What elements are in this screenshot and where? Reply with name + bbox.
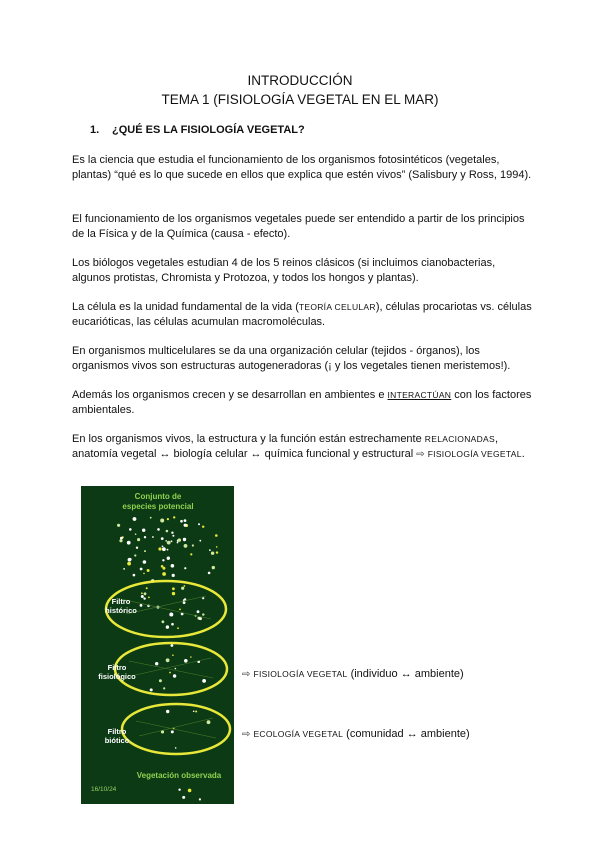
species-dot bbox=[140, 568, 143, 571]
species-dot bbox=[135, 533, 137, 535]
caption-ecology-term: ECOLOGÍA VEGETAL bbox=[253, 729, 344, 739]
species-dot bbox=[182, 796, 185, 799]
species-dot bbox=[143, 560, 147, 564]
species-dot bbox=[199, 540, 201, 542]
species-dot bbox=[167, 549, 169, 551]
species-dot bbox=[202, 526, 204, 528]
species-dot bbox=[166, 710, 169, 713]
species-dot bbox=[199, 617, 202, 620]
species-dot bbox=[193, 711, 195, 713]
figure-bottom-label: Vegetación observada bbox=[136, 771, 222, 780]
species-dot bbox=[177, 627, 179, 629]
figure-top-label-2: especies potencial bbox=[122, 502, 194, 511]
species-dot bbox=[207, 720, 211, 724]
species-dot bbox=[158, 547, 161, 550]
figure-top-label-1: Conjunto de bbox=[134, 492, 182, 501]
species-dot bbox=[155, 662, 158, 665]
species-dot bbox=[162, 567, 165, 570]
species-dot bbox=[161, 537, 164, 540]
p6-interact-term: INTERACTÚAN bbox=[387, 390, 452, 400]
species-dot bbox=[141, 595, 144, 598]
species-dot bbox=[172, 587, 175, 590]
species-dot bbox=[127, 562, 131, 566]
species-dot bbox=[119, 539, 122, 542]
species-dot bbox=[136, 547, 138, 549]
species-dot bbox=[162, 547, 166, 551]
species-dot bbox=[144, 592, 147, 595]
species-dot bbox=[123, 568, 125, 570]
species-dot bbox=[179, 609, 181, 611]
species-dot bbox=[190, 553, 192, 555]
species-dot bbox=[120, 537, 123, 540]
species-dot bbox=[215, 534, 218, 537]
p4-text-start: La célula es la unidad fundamental de la vida ( bbox=[72, 301, 299, 313]
species-dot bbox=[178, 789, 180, 791]
species-dot bbox=[171, 623, 174, 626]
paragraph-multicellular: En organismos multicelulares se da una organización celular (tejidos - órganos), los organismos vivos son estructuras autogeneradoras (¡ y los vegetales tienen meristemos!). bbox=[72, 345, 511, 372]
caption-ecology-text: (comunidad ↔ ambiente) bbox=[343, 728, 470, 740]
p4-cell-theory-term: TEORÍA CELULAR bbox=[298, 302, 376, 312]
species-dot bbox=[211, 552, 214, 555]
species-dot bbox=[184, 659, 188, 663]
paragraph-definition: Es la ciencia que estudia el funcionamiento de los organismos fotosintéticos (vegetales, plantas) “qué es lo que sucede en ellos que explica que estén vivos” (Salisbury y Ross, 1994). bbox=[72, 154, 532, 181]
filter-historical-label-2: histórico bbox=[105, 606, 137, 615]
species-dot bbox=[184, 544, 188, 548]
paragraph-cell-theory bbox=[72, 300, 532, 330]
species-dot bbox=[175, 668, 177, 670]
document-subtitle: TEMA 1 (FISIOLOGÍA VEGETAL EN EL MAR) bbox=[161, 92, 439, 107]
species-dot bbox=[147, 569, 150, 572]
section-heading bbox=[90, 124, 305, 136]
species-dot bbox=[143, 573, 145, 575]
species-dot bbox=[117, 524, 120, 527]
p7-physiology-term: FISIOLOGÍA VEGETAL bbox=[427, 449, 522, 459]
species-dot bbox=[192, 544, 194, 546]
species-dot bbox=[162, 546, 164, 548]
species-dot bbox=[148, 597, 150, 599]
species-dot bbox=[169, 672, 171, 674]
caption-physiology-text: (individuo ↔ ambiente) bbox=[347, 668, 464, 680]
species-dot bbox=[133, 574, 136, 577]
species-dot bbox=[197, 610, 200, 613]
species-dot bbox=[216, 551, 218, 553]
section-title: ¿QUÉ ES LA FISIOLOGÍA VEGETAL? bbox=[112, 124, 305, 136]
species-dot bbox=[162, 620, 165, 623]
species-dot bbox=[129, 528, 132, 531]
p7-related-term: RELACIONADAS bbox=[424, 434, 495, 444]
species-dot bbox=[198, 523, 200, 525]
species-dot bbox=[184, 585, 186, 587]
p4-text-end: ), células procariotas vs. células eucarióticas, las células acumulan macromoléculas. bbox=[72, 301, 532, 328]
right-arrow-icon: ⇨ bbox=[242, 669, 251, 680]
species-dot bbox=[144, 536, 146, 538]
species-dot bbox=[184, 567, 186, 569]
filters-diagram bbox=[81, 486, 234, 804]
species-dot bbox=[183, 601, 186, 604]
species-dot bbox=[127, 541, 131, 545]
species-dot bbox=[150, 688, 153, 691]
species-dot bbox=[167, 557, 170, 560]
page-title bbox=[0, 71, 600, 109]
species-dot bbox=[181, 587, 184, 590]
species-dot bbox=[183, 538, 186, 541]
filter-biotic-label-2: biótico bbox=[104, 736, 130, 745]
species-dot bbox=[144, 550, 146, 552]
filter-biotic-label-1: Filtro bbox=[107, 727, 127, 736]
species-dot bbox=[146, 587, 148, 589]
species-dot bbox=[140, 604, 143, 607]
species-dot bbox=[173, 516, 175, 518]
filter-physiological-label-1: Filtro bbox=[107, 663, 127, 672]
species-dot bbox=[134, 554, 136, 556]
species-dot bbox=[172, 654, 174, 656]
species-dot bbox=[190, 656, 192, 658]
caption-physiology bbox=[242, 668, 464, 680]
paragraph-structure-function bbox=[72, 432, 532, 462]
species-dot bbox=[184, 519, 187, 522]
species-dot bbox=[166, 658, 170, 662]
document-title: INTRODUCCIÓN bbox=[247, 73, 353, 88]
p7-text-start: En los organismos vivos, la estructura y la función están estrechamente bbox=[72, 433, 425, 445]
caption-physiology-term: FISIOLOGÍA VEGETAL bbox=[253, 669, 348, 679]
species-dot bbox=[208, 572, 211, 575]
species-dot bbox=[160, 519, 164, 523]
species-dot bbox=[188, 789, 192, 793]
species-dot bbox=[202, 613, 204, 615]
species-dot bbox=[199, 798, 201, 800]
species-dot bbox=[157, 528, 160, 531]
species-dot bbox=[175, 747, 177, 749]
species-dot bbox=[137, 538, 140, 541]
species-dot bbox=[163, 687, 165, 689]
filter-historical-label-1: Filtro bbox=[111, 597, 131, 606]
species-dot bbox=[133, 517, 135, 519]
species-dot bbox=[172, 592, 175, 595]
species-dot bbox=[173, 674, 176, 677]
species-dot bbox=[143, 597, 145, 599]
species-dot bbox=[195, 711, 197, 713]
species-dot bbox=[171, 540, 173, 542]
species-dot bbox=[171, 532, 173, 534]
species-dot bbox=[180, 520, 183, 523]
species-dot bbox=[141, 592, 143, 594]
species-dot bbox=[212, 566, 215, 569]
species-dot bbox=[202, 597, 204, 599]
p7-text-mid: , anatomía vegetal ↔ biología celular ↔ química funcional y estructural bbox=[72, 433, 499, 460]
species-dot bbox=[171, 730, 174, 733]
right-arrow-icon: ⇨ bbox=[416, 449, 425, 460]
species-dot bbox=[177, 542, 179, 544]
species-dot bbox=[169, 613, 173, 617]
species-dot bbox=[166, 530, 169, 533]
figure-date: 16/10/24 bbox=[91, 786, 117, 793]
caption-ecology bbox=[242, 728, 470, 740]
species-dot bbox=[166, 625, 169, 628]
species-dot bbox=[162, 559, 164, 561]
species-dot bbox=[167, 541, 171, 545]
p7-text-end: . bbox=[521, 448, 525, 460]
filters-figure bbox=[81, 486, 234, 804]
species-dot bbox=[152, 536, 154, 538]
p6-text-end: con los factores ambientales. bbox=[72, 389, 532, 416]
species-dot bbox=[162, 572, 166, 576]
species-dot bbox=[178, 538, 181, 541]
species-dot bbox=[167, 518, 169, 520]
paragraph-kingdoms: Los biólogos vegetales estudian 4 de los 5 reinos clásicos (si incluimos cianobacterias, algunos protistas, Chromista y Protozoa, y todos los hongos y plantas). bbox=[72, 257, 496, 284]
species-dot bbox=[129, 558, 132, 561]
species-dot bbox=[172, 535, 174, 537]
species-dot bbox=[165, 540, 167, 542]
section-number: 1. bbox=[90, 124, 100, 136]
species-dot bbox=[171, 564, 175, 568]
species-dot bbox=[150, 517, 152, 519]
species-dot bbox=[142, 529, 145, 532]
species-dot bbox=[171, 644, 174, 647]
species-dot bbox=[216, 546, 218, 548]
species-dot bbox=[172, 574, 175, 577]
species-dot bbox=[159, 679, 162, 682]
filter-physiological-label-2: fisiológico bbox=[98, 672, 136, 681]
paragraph-physics-chemistry: El funcionamiento de los organismos vegetales puede ser entendido a partir de los principios de la Física y de la Química (causa - efecto). bbox=[72, 213, 525, 240]
right-arrow-icon: ⇨ bbox=[242, 729, 251, 740]
species-dot bbox=[202, 679, 206, 683]
paragraph-interaction bbox=[72, 388, 532, 418]
p6-text-start: Además los organismos crecen y se desarrollan en ambientes e bbox=[72, 389, 388, 401]
species-dot bbox=[209, 549, 211, 551]
species-dot bbox=[184, 524, 187, 527]
